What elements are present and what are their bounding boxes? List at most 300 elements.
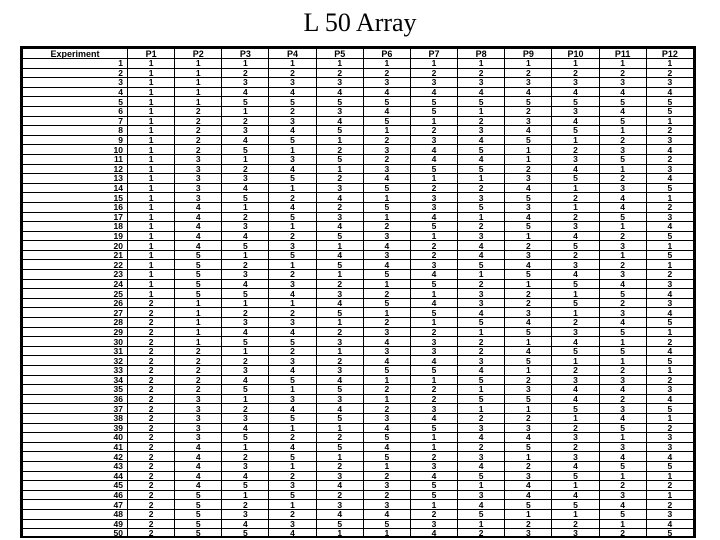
level-cell: 2 [128,375,175,385]
column-header-p5: P5 [316,49,363,59]
table-row [23,116,694,126]
level-cell: 5 [505,222,552,232]
level-cell: 5 [599,346,646,356]
level-cell: 4 [552,461,599,471]
level-cell: 1 [363,279,410,289]
level-cell: 1 [552,183,599,193]
level-cell: 1 [128,231,175,241]
level-cell: 4 [363,174,410,184]
level-cell: 1 [363,375,410,385]
level-cell: 1 [316,423,363,433]
table-row [23,202,694,212]
level-cell: 2 [128,452,175,462]
experiment-number-cell: 28 [23,318,128,328]
level-cell: 2 [599,366,646,376]
level-cell: 1 [175,318,222,328]
level-cell: 4 [552,87,599,97]
level-cell: 3 [552,78,599,88]
level-cell: 4 [222,135,269,145]
level-cell: 4 [363,260,410,270]
level-cell: 2 [222,452,269,462]
level-cell: 2 [316,327,363,337]
level-cell: 5 [269,375,316,385]
level-cell: 1 [505,231,552,241]
level-cell: 5 [410,366,457,376]
level-cell: 5 [175,289,222,299]
level-cell: 5 [552,279,599,289]
level-cell: 2 [175,375,222,385]
level-cell: 5 [599,154,646,164]
experiment-number-cell: 23 [23,270,128,280]
level-cell: 2 [128,519,175,529]
experiment-number-cell: 20 [23,241,128,251]
level-cell: 3 [175,174,222,184]
level-cell: 5 [458,260,505,270]
level-cell: 4 [175,222,222,232]
column-header-p4: P4 [269,49,316,59]
level-cell: 5 [222,193,269,203]
level-cell: 3 [222,461,269,471]
table-row [23,260,694,270]
level-cell: 2 [316,68,363,78]
level-cell: 5 [505,193,552,203]
level-cell: 3 [363,250,410,260]
experiment-number-cell: 36 [23,394,128,404]
table-row [23,250,694,260]
level-cell: 2 [363,222,410,232]
level-cell: 5 [646,106,693,116]
level-cell: 3 [599,183,646,193]
level-cell: 5 [222,241,269,251]
table-row [23,500,694,510]
level-cell: 4 [505,433,552,443]
level-cell: 5 [222,385,269,395]
level-cell: 2 [458,442,505,452]
level-cell: 3 [458,193,505,203]
level-cell: 3 [458,356,505,366]
level-cell: 3 [175,193,222,203]
level-cell: 1 [599,222,646,232]
level-cell: 1 [505,404,552,414]
level-cell: 4 [599,87,646,97]
level-cell: 5 [222,289,269,299]
level-cell: 4 [458,154,505,164]
level-cell: 5 [599,116,646,126]
level-cell: 2 [599,174,646,184]
level-cell: 5 [316,231,363,241]
level-cell: 2 [175,116,222,126]
table-row [23,231,694,241]
level-cell: 3 [646,433,693,443]
experiment-number-cell: 48 [23,509,128,519]
level-cell: 2 [175,385,222,395]
table-row [23,394,694,404]
level-cell: 1 [410,116,457,126]
level-cell: 3 [175,413,222,423]
level-cell: 5 [363,366,410,376]
level-cell: 3 [552,106,599,116]
level-cell: 4 [410,356,457,366]
level-cell: 5 [505,97,552,107]
level-cell: 3 [646,298,693,308]
level-cell: 1 [269,298,316,308]
level-cell: 4 [458,433,505,443]
experiment-number-cell: 37 [23,404,128,414]
level-cell: 2 [128,394,175,404]
level-cell: 3 [363,327,410,337]
experiment-number-cell: 7 [23,116,128,126]
level-cell: 2 [646,154,693,164]
level-cell: 5 [316,126,363,136]
level-cell: 3 [363,500,410,510]
level-cell: 4 [175,442,222,452]
experiment-number-cell: 3 [23,78,128,88]
level-cell: 5 [552,471,599,481]
table-row [23,270,694,280]
level-cell: 1 [222,442,269,452]
experiment-number-cell: 2 [23,68,128,78]
level-cell: 5 [269,490,316,500]
experiment-number-cell: 12 [23,164,128,174]
level-cell: 3 [316,106,363,116]
level-cell: 4 [505,126,552,136]
level-cell: 1 [222,202,269,212]
table-header-row [23,49,694,59]
column-header-p7: P7 [410,49,457,59]
level-cell: 3 [410,519,457,529]
level-cell: 5 [363,298,410,308]
level-cell: 5 [552,97,599,107]
level-cell: 4 [316,509,363,519]
level-cell: 3 [458,423,505,433]
level-cell: 3 [175,164,222,174]
level-cell: 3 [363,231,410,241]
level-cell: 2 [128,490,175,500]
level-cell: 5 [410,97,457,107]
level-cell: 5 [552,404,599,414]
level-cell: 2 [599,135,646,145]
level-cell: 3 [269,356,316,366]
level-cell: 1 [363,461,410,471]
level-cell: 4 [175,241,222,251]
level-cell: 1 [410,433,457,443]
level-cell: 2 [175,106,222,116]
experiment-number-cell: 4 [23,87,128,97]
level-cell: 5 [410,423,457,433]
level-cell: 2 [599,298,646,308]
level-cell: 3 [363,164,410,174]
level-cell: 1 [458,106,505,116]
level-cell: 3 [363,346,410,356]
level-cell: 4 [646,222,693,232]
table-row [23,471,694,481]
level-cell: 4 [410,212,457,222]
level-cell: 3 [269,241,316,251]
level-cell: 1 [128,212,175,222]
level-cell: 4 [552,385,599,395]
level-cell: 5 [552,346,599,356]
level-cell: 2 [599,260,646,270]
level-cell: 5 [646,231,693,241]
table-row [23,145,694,155]
table-row [23,164,694,174]
level-cell: 3 [269,481,316,491]
level-cell: 1 [222,298,269,308]
level-cell: 3 [646,78,693,88]
experiment-number-cell: 11 [23,154,128,164]
level-cell: 5 [599,461,646,471]
level-cell: 2 [505,241,552,251]
level-cell: 4 [599,413,646,423]
level-cell: 4 [599,193,646,203]
level-cell: 4 [363,337,410,347]
level-cell: 1 [599,337,646,347]
level-cell: 5 [363,519,410,529]
level-cell: 1 [269,59,316,69]
level-cell: 3 [458,452,505,462]
level-cell: 5 [269,250,316,260]
level-cell: 1 [269,500,316,510]
level-cell: 1 [269,385,316,395]
level-cell: 2 [458,116,505,126]
column-header-p3: P3 [222,49,269,59]
level-cell: 2 [410,394,457,404]
experiment-number-cell: 26 [23,298,128,308]
level-cell: 5 [599,423,646,433]
experiment-number-cell: 49 [23,519,128,529]
experiment-number-cell: 38 [23,413,128,423]
level-cell: 5 [646,183,693,193]
level-cell: 5 [646,404,693,414]
level-cell: 4 [458,308,505,318]
level-cell: 1 [458,270,505,280]
level-cell: 3 [458,289,505,299]
level-cell: 4 [175,202,222,212]
level-cell: 2 [363,318,410,328]
level-cell: 2 [552,423,599,433]
level-cell: 5 [363,433,410,443]
level-cell: 3 [599,241,646,251]
level-cell: 2 [128,433,175,443]
level-cell: 1 [316,164,363,174]
level-cell: 2 [316,356,363,366]
level-cell: 3 [552,529,599,538]
column-header-p10: P10 [552,49,599,59]
level-cell: 3 [552,327,599,337]
level-cell: 2 [363,154,410,164]
level-cell: 4 [222,87,269,97]
level-cell: 2 [128,481,175,491]
level-cell: 4 [269,289,316,299]
level-cell: 1 [128,78,175,88]
level-cell: 3 [363,481,410,491]
level-cell: 3 [316,500,363,510]
level-cell: 2 [222,404,269,414]
level-cell: 2 [599,231,646,241]
level-cell: 3 [552,375,599,385]
level-cell: 3 [222,270,269,280]
level-cell: 5 [175,500,222,510]
level-cell: 4 [363,423,410,433]
level-cell: 3 [222,126,269,136]
level-cell: 5 [175,279,222,289]
level-cell: 2 [599,481,646,491]
level-cell: 2 [363,490,410,500]
table-row [23,423,694,433]
level-cell: 4 [646,394,693,404]
level-cell: 4 [505,183,552,193]
table-row [23,356,694,366]
table-row [23,490,694,500]
level-cell: 4 [646,308,693,318]
level-cell: 1 [599,59,646,69]
level-cell: 1 [552,135,599,145]
level-cell: 3 [646,385,693,395]
level-cell: 1 [128,250,175,260]
level-cell: 1 [458,385,505,395]
level-cell: 3 [316,183,363,193]
level-cell: 4 [222,279,269,289]
level-cell: 5 [458,202,505,212]
level-cell: 4 [505,318,552,328]
level-cell: 1 [175,308,222,318]
level-cell: 2 [128,404,175,414]
level-cell: 2 [128,442,175,452]
level-cell: 2 [269,68,316,78]
level-cell: 2 [552,366,599,376]
level-cell: 5 [269,135,316,145]
level-cell: 1 [646,471,693,481]
level-cell: 4 [458,135,505,145]
level-cell: 2 [269,106,316,116]
level-cell: 3 [269,116,316,126]
level-cell: 1 [222,346,269,356]
level-cell: 1 [646,193,693,203]
experiment-number-cell: 50 [23,529,128,538]
level-cell: 4 [552,231,599,241]
level-cell: 3 [646,135,693,145]
level-cell: 3 [505,423,552,433]
level-cell: 1 [128,270,175,280]
table-row [23,529,694,538]
level-cell: 4 [363,241,410,251]
experiment-number-cell: 33 [23,366,128,376]
level-cell: 2 [128,356,175,366]
level-cell: 2 [458,337,505,347]
level-cell: 3 [505,529,552,538]
level-cell: 1 [458,59,505,69]
experiment-number-cell: 21 [23,250,128,260]
level-cell: 2 [363,404,410,414]
level-cell: 1 [128,183,175,193]
level-cell: 4 [410,471,457,481]
level-cell: 5 [599,212,646,222]
level-cell: 4 [269,164,316,174]
level-cell: 1 [128,68,175,78]
level-cell: 2 [458,529,505,538]
level-cell: 2 [128,327,175,337]
level-cell: 2 [410,183,457,193]
column-header-p6: P6 [363,49,410,59]
level-cell: 3 [222,509,269,519]
level-cell: 2 [128,337,175,347]
level-cell: 4 [458,241,505,251]
level-cell: 1 [410,442,457,452]
table-row [23,337,694,347]
level-cell: 2 [646,481,693,491]
level-cell: 3 [599,308,646,318]
level-cell: 2 [552,193,599,203]
level-cell: 5 [269,337,316,347]
level-cell: 2 [505,519,552,529]
level-cell: 3 [599,145,646,155]
level-cell: 2 [410,68,457,78]
level-cell: 2 [128,500,175,510]
table-row [23,183,694,193]
level-cell: 4 [458,366,505,376]
level-cell: 3 [646,164,693,174]
level-cell: 3 [269,318,316,328]
level-cell: 1 [128,154,175,164]
level-cell: 3 [552,433,599,443]
level-cell: 1 [646,59,693,69]
level-cell: 1 [363,394,410,404]
experiment-number-cell: 17 [23,212,128,222]
level-cell: 4 [269,126,316,136]
level-cell: 3 [410,135,457,145]
level-cell: 3 [175,423,222,433]
experiment-number-cell: 47 [23,500,128,510]
level-cell: 5 [458,375,505,385]
level-cell: 2 [128,346,175,356]
level-cell: 2 [175,126,222,136]
experiment-number-cell: 6 [23,106,128,116]
level-cell: 1 [599,519,646,529]
level-cell: 1 [128,222,175,232]
level-cell: 5 [175,509,222,519]
level-cell: 4 [646,174,693,184]
experiment-number-cell: 19 [23,231,128,241]
column-header-p8: P8 [458,49,505,59]
level-cell: 1 [316,529,363,538]
level-cell: 1 [599,433,646,443]
level-cell: 1 [128,126,175,136]
level-cell: 5 [458,97,505,107]
level-cell: 3 [458,126,505,136]
level-cell: 2 [128,471,175,481]
level-cell: 4 [175,481,222,491]
level-cell: 5 [552,298,599,308]
level-cell: 2 [458,413,505,423]
level-cell: 1 [458,481,505,491]
level-cell: 5 [505,394,552,404]
table-row [23,433,694,443]
level-cell: 2 [316,490,363,500]
level-cell: 4 [222,327,269,337]
level-cell: 4 [316,250,363,260]
level-cell: 4 [505,260,552,270]
level-cell: 5 [316,385,363,395]
level-cell: 5 [505,327,552,337]
level-cell: 5 [316,154,363,164]
level-cell: 2 [410,126,457,136]
level-cell: 5 [316,519,363,529]
level-cell: 1 [222,250,269,260]
level-cell: 4 [222,471,269,481]
level-cell: 5 [175,529,222,538]
level-cell: 4 [363,356,410,366]
level-cell: 1 [128,145,175,155]
